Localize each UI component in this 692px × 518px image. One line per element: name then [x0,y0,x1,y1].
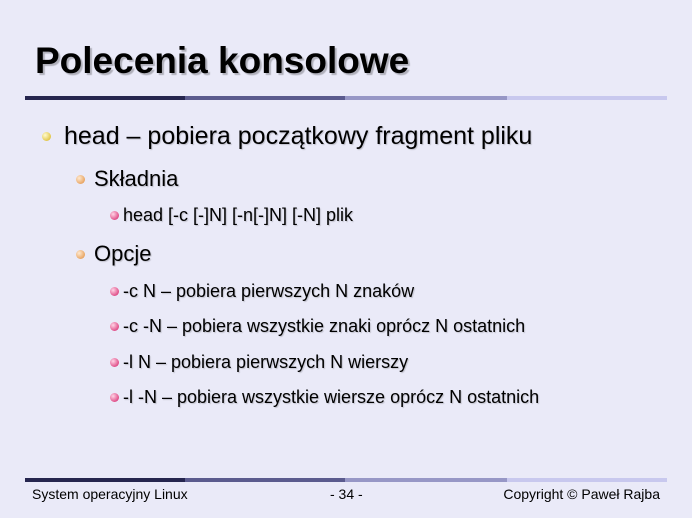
bullet-icon [76,250,85,259]
footer-course-name: System operacyjny Linux [32,486,188,502]
bullet-item-level2: Składnia [94,166,179,191]
title-divider [25,96,667,100]
footer-divider [25,478,667,482]
bullet-icon [42,132,51,141]
bullet-item-level3: -c N – pobiera pierwszych N znaków [123,281,415,301]
bullet-item-level3: -l -N – pobiera wszystkie wiersze oprócz N ostatnich [123,387,540,407]
bullet-item-level1: head – pobiera początkowy fragment pliku [64,122,533,150]
bullet-icon [110,358,119,367]
bullet-icon [110,211,119,220]
bullet-icon [110,393,119,402]
footer-copyright: Copyright © Paweł Rajba [503,486,660,502]
bullet-item-level3: head [-c [-]N] [-n[-]N] [-N] plik [123,205,354,225]
footer-page-number: - 34 - [330,486,363,502]
bullet-item-level2: Opcje [94,241,152,266]
bullet-item-level3: -l N – pobiera pierwszych N wierszy [123,352,409,372]
bullet-icon [110,287,119,296]
bullet-icon [76,175,85,184]
slide-title: Polecenia konsolowe [35,40,410,81]
bullet-icon [110,322,119,331]
bullet-item-level3: -c -N – pobiera wszystkie znaki oprócz N ostatnich [123,316,526,336]
